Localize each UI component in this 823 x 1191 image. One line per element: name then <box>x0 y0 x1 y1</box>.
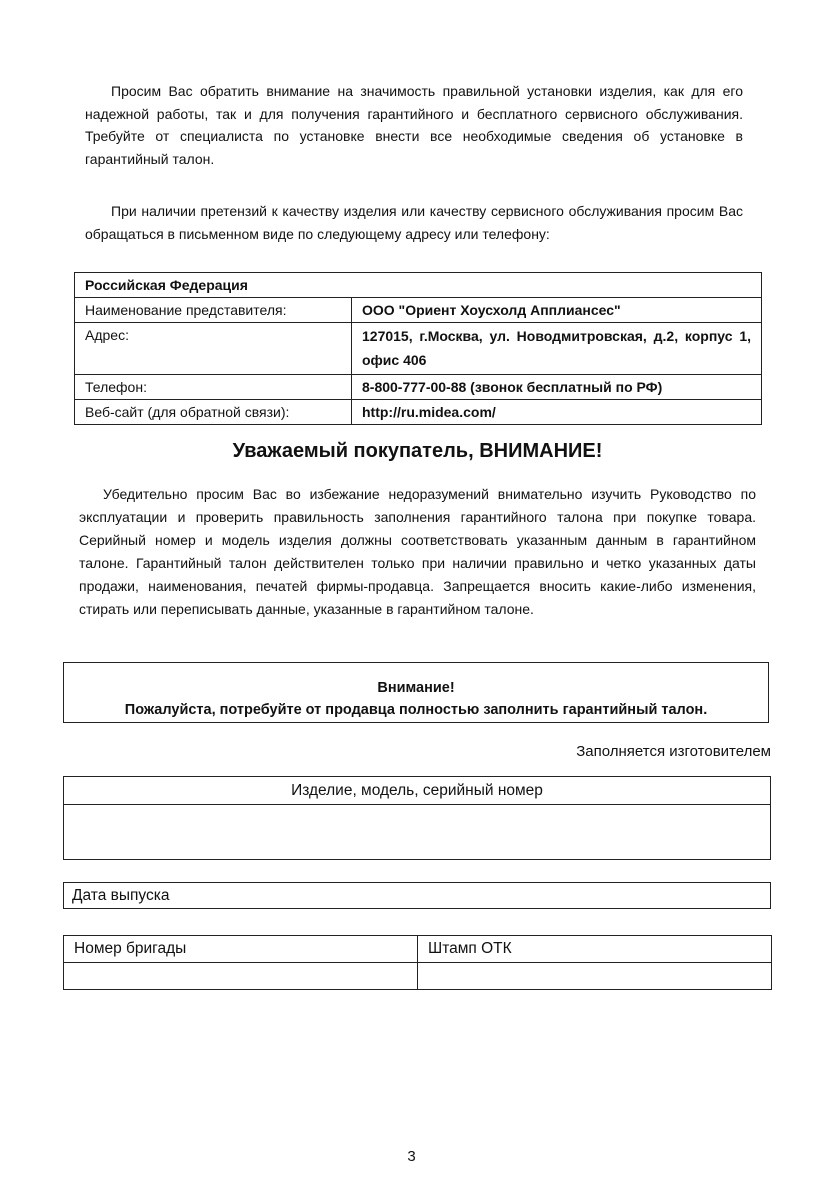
brigade-otk-header-row <box>64 936 772 963</box>
attention-heading: Уважаемый покупатель, ВНИМАНИЕ! <box>232 440 603 462</box>
contacts-value: ООО "Ориент Хоусхолд Апплиансес" <box>352 298 762 323</box>
intro-paragraph-2 <box>85 200 743 245</box>
intro-paragraph-2-text: При наличии претензий к качеству изделия или качеству сервисного обслуживания просим Вас обращаться в письменном виде по следующему адресу или телефону: <box>85 203 743 242</box>
release-date-label: Дата выпуска <box>72 887 170 904</box>
contacts-row <box>75 323 762 375</box>
brigade-label: Номер бригады <box>64 936 418 963</box>
page-number: 3 <box>407 1148 416 1165</box>
attention-paragraph <box>79 483 756 621</box>
contacts-value: http://ru.midea.com/ <box>352 400 762 425</box>
brigade-field <box>64 963 418 990</box>
otk-label: Штамп ОТК <box>418 936 772 963</box>
product-field <box>64 805 770 860</box>
product-box <box>63 776 771 860</box>
contacts-value: 8-800-777-00-88 (звонок бесплатный по РФ) <box>352 375 762 400</box>
contacts-country: Российская Федерация <box>75 273 762 298</box>
manufacturer-caption: Заполняется изготовителем <box>576 743 771 760</box>
product-label: Изделие, модель, серийный номер <box>64 777 770 805</box>
notice-box <box>63 662 769 723</box>
contacts-label: Наименование представителя: <box>75 298 352 323</box>
release-date-box <box>63 882 771 909</box>
brigade-otk-table <box>63 935 772 990</box>
contacts-value: 127015, г.Москва, ул. Новодмитровская, д.2, корпус 1, офис 406 <box>352 323 762 375</box>
contacts-row <box>75 400 762 425</box>
contacts-label: Адрес: <box>75 323 352 375</box>
contacts-row <box>75 298 762 323</box>
brigade-otk-value-row <box>64 963 772 990</box>
attention-paragraph-text: Убедительно просим Вас во избежание недоразумений внимательно изучить Руководство по эксплуатации и проверить правильность заполнения гарантийного талона при покупке товара. Серийный номер и модель изделия должны соответствовать указанным данным в гарантийном талоне. Гарантийный талон действителен только при наличии правильно и четко указанных даты продажи, наименования, печатей фирмы-продавца. Запрещается вносить какие-либо изменения, стирать или переписывать данные, указанные в гарантийном талоне. <box>79 486 756 617</box>
notice-title: Внимание! <box>377 680 455 696</box>
contacts-row <box>75 375 762 400</box>
contacts-label: Телефон: <box>75 375 352 400</box>
contacts-label: Веб-сайт (для обратной связи): <box>75 400 352 425</box>
contacts-table <box>74 272 762 425</box>
notice-text: Пожалуйста, потребуйте от продавца полностью заполнить гарантийный талон. <box>124 702 708 718</box>
intro-paragraph-1-text: Просим Вас обратить внимание на значимость правильной установки изделия, как для его надежной работы, так и для получения гарантийного и бесплатного сервисного обслуживания. Требуйте от специалиста по установке внести все необходимые сведения об установке в гарантийный талон. <box>85 83 743 167</box>
otk-field <box>418 963 772 990</box>
contacts-country-row <box>75 273 762 298</box>
intro-paragraph-1 <box>85 80 743 170</box>
